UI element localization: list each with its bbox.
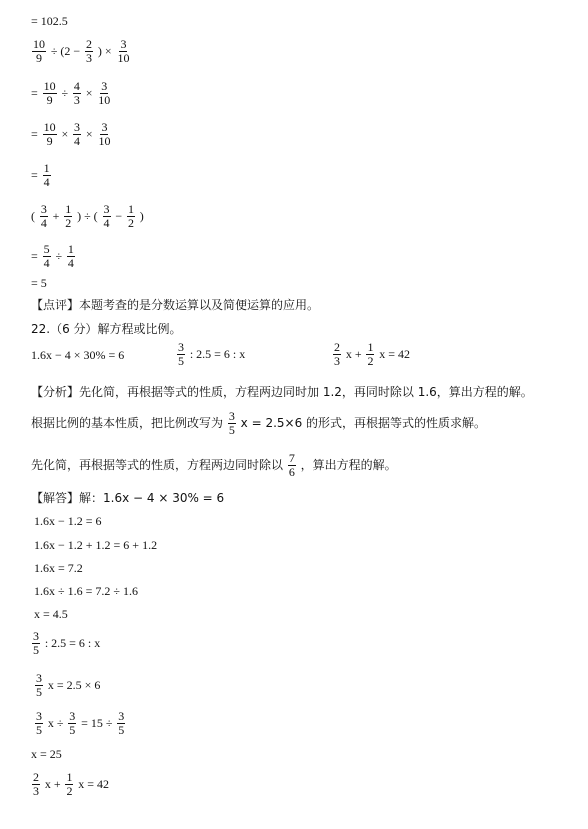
solution-step — [34, 710, 126, 737]
result-line: = 102.5 — [31, 14, 68, 28]
fraction: $\frac{3}{4}$ — [40, 202, 47, 230]
fraction: $\frac{1}{2}$ — [367, 340, 374, 368]
operator-text: ÷ — [55, 249, 63, 263]
fraction: $\frac{3}{5}$ — [36, 709, 42, 737]
step-text: = 15 ÷ — [81, 716, 113, 730]
fraction: $\frac{3}{5}$ — [36, 671, 42, 699]
fraction: $\frac{3}{5}$ — [178, 340, 184, 368]
solution-step: x = 4.5 — [34, 607, 68, 621]
fraction: $\frac{3}{4}$ — [74, 120, 81, 148]
fraction: $\frac{3}{10}$ — [117, 37, 130, 65]
equals-sign: = — [31, 127, 38, 141]
solution-step: 1.6x − 1.2 + 1.2 = 6 + 1.2 — [34, 538, 158, 552]
fraction: $\frac{2}{3}$ — [334, 340, 340, 368]
question-heading: 22.（6 分）解方程或比例。 — [31, 322, 182, 336]
problem-1: 1.6x − 4 × 30% = 6 — [31, 348, 125, 362]
operator-text: ) × — [97, 44, 112, 58]
fraction: $\frac{3}{5}$ — [228, 409, 235, 437]
fraction: $\frac{10}{9}$ — [43, 79, 56, 107]
step-text: x + — [44, 777, 61, 791]
analysis-segment: ，算出方程的解。 — [300, 458, 397, 472]
step-text: x = 42 — [78, 777, 110, 791]
fraction: $\frac{1}{2}$ — [66, 770, 73, 798]
expression-line — [31, 203, 144, 230]
operator-text: × — [85, 86, 93, 100]
fraction: $\frac{7}{6}$ — [288, 451, 295, 479]
fraction: $\frac{1}{4}$ — [67, 242, 74, 270]
operator-text: − — [115, 209, 123, 223]
analysis-text — [31, 452, 397, 479]
solution-step: x = 25 — [31, 747, 62, 761]
operator-text: ÷ — [61, 86, 69, 100]
solution-step — [34, 672, 100, 699]
problem-text: x + — [345, 347, 362, 361]
operator-text: ( — [31, 209, 35, 223]
equals-sign: = — [31, 168, 38, 182]
problem-2 — [176, 341, 245, 368]
operator-text: × — [85, 127, 93, 141]
solution-step: 1.6x ÷ 1.6 = 7.2 ÷ 1.6 — [34, 584, 138, 598]
equals-sign: = — [31, 86, 38, 100]
step-text: : 2.5 = 6 : x — [44, 636, 101, 650]
fraction: $\frac{1}{2}$ — [127, 202, 134, 230]
analysis-segment: x = 2.5×6 的形式，再根据等式的性质求解。 — [240, 416, 487, 430]
solution-step: 1.6x − 1.2 = 6 — [34, 514, 102, 528]
operator-text: + — [52, 209, 60, 223]
operator-text: ÷ (2 − — [50, 44, 81, 58]
solution-step — [31, 630, 100, 657]
fraction: $\frac{3}{5}$ — [118, 709, 125, 737]
analysis-text: 【分析】先化简，再根据等式的性质，方程两边同时加 1.2，再同时除以 1.6，算出方程的解。 — [31, 385, 533, 399]
step-text: x = 2.5 × 6 — [47, 678, 101, 692]
operator-text: ) — [139, 209, 144, 223]
problem-3 — [332, 341, 410, 368]
fraction: $\frac{3}{5}$ — [69, 709, 76, 737]
fraction: $\frac{4}{3}$ — [73, 79, 80, 107]
fraction: $\frac{1}{2}$ — [65, 202, 72, 230]
step-line — [31, 121, 112, 148]
step-line — [31, 162, 52, 189]
fraction: $\frac{1}{4}$ — [43, 161, 50, 189]
problem-text: : 2.5 = 6 : x — [189, 347, 246, 361]
fraction: $\frac{3}{10}$ — [98, 120, 111, 148]
fraction: $\frac{2}{3}$ — [86, 37, 93, 65]
result-line: = 5 — [31, 276, 47, 290]
fraction: $\frac{2}{3}$ — [33, 770, 39, 798]
fraction: $\frac{3}{4}$ — [103, 202, 110, 230]
fraction: $\frac{3}{10}$ — [98, 79, 111, 107]
expression-line — [31, 38, 131, 65]
operator-text: ) ÷ ( — [77, 209, 98, 223]
fraction: $\frac{5}{4}$ — [43, 242, 50, 270]
problem-text: x = 42 — [379, 347, 411, 361]
operator-text: × — [61, 127, 69, 141]
step-text: x ÷ — [47, 716, 64, 730]
solution-step: 1.6x = 7.2 — [34, 561, 83, 575]
analysis-text — [31, 410, 486, 437]
review-text: 【点评】本题考查的是分数运算以及简便运算的应用。 — [31, 298, 320, 312]
answer-heading: 【解答】解：1.6x − 4 × 30% = 6 — [31, 491, 225, 505]
fraction: $\frac{3}{5}$ — [33, 629, 39, 657]
step-line — [31, 80, 112, 107]
step-line — [31, 243, 76, 270]
analysis-segment: 根据比例的基本性质，把比例改写为 — [31, 416, 224, 430]
analysis-segment: 先化简，再根据等式的性质，方程两边同时除以 — [31, 458, 284, 472]
fraction: $\frac{10}{9}$ — [43, 120, 56, 148]
equals-sign: = — [31, 249, 38, 263]
fraction: $\frac{10}{9}$ — [33, 37, 45, 65]
solution-step — [31, 771, 109, 798]
